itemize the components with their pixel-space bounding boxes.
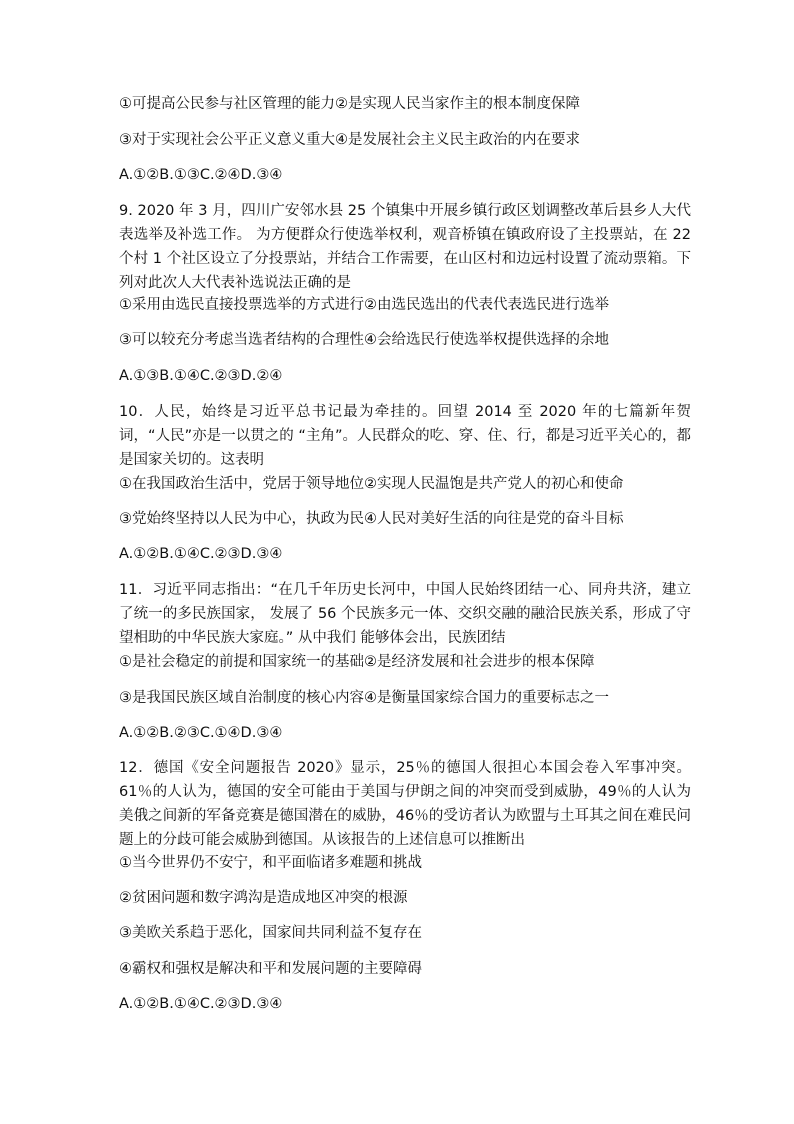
- q12-option-2: ②贫困问题和数字鸿沟是造成地区冲突的根源: [119, 890, 408, 906]
- q12-option-4: ④霸权和强权是解决和平和发展问题的主要障碍: [119, 961, 422, 977]
- q12-option-1: ①当今世界仍不安宁，和平面临诸多难题和挑战: [119, 855, 422, 871]
- q8-options-1-2: ①可提高公民参与社区管理的能力②是实现人民当家作主的根本制度保障: [119, 96, 580, 112]
- q8-options-3-4: ③对于实现社会公平正义意义重大④是发展社会主义民主政治的内在要求: [119, 132, 580, 148]
- q9-stem: 9. 2020 年 3 月，四川广安邻水县 25 个镇集中开展乡镇行政区划调整改革后县乡人大代表选举及补选工作。 为方便群众行使选举权利，观音桥镇在镇政府设了主投票站，在 22 个村 1 个社区设立了分投票站，并结合工作需要，在山区村和边远村设置了流动票箱。下列对此次人大代表补选说法正确的是: [119, 203, 691, 291]
- q12-stem: 12．德国《安全问题报告 2020》显示，25％的德国人很担心本国会卷入军事冲突。61％的人认为，德国的安全可能由于美国与伊朗之间的冲突而受到威胁，49％的人认为美俄之间新的军备竞赛是德国潜在的威胁，46％的受访者认为欧盟与土耳其之间在难民问题上的分歧可能会威胁到德国。从该报告的上述信息可以推断出: [119, 760, 691, 848]
- q9-answer-choices: A.①③B.①④C.②③D.②④: [119, 368, 283, 384]
- q12-answer-choices: A.①②B.①④C.②③D.③④: [119, 996, 283, 1012]
- q10-answer-choices: A.①②B.①④C.②③D.③④: [119, 546, 283, 562]
- q9-options-1-2: ①采用由选民直接投票选举的方式进行②由选民选出的代表代表选民进行选举: [119, 297, 609, 313]
- q12-option-3: ③美欧关系趋于恶化，国家间共同利益不复存在: [119, 925, 422, 941]
- q9-options-3-4: ③可以较充分考虑当选者结构的合理性④会给选民行使选举权提供选择的余地: [119, 332, 609, 348]
- q10-options-1-2: ①在我国政治生活中，党居于领导地位②实现人民温饱是共产党人的初心和使命: [119, 476, 624, 492]
- q10-options-3-4: ③党始终坚持以人民为中心，执政为民④人民对美好生活的向往是党的奋斗目标: [119, 511, 624, 527]
- q11-answer-choices: A.①②B.②③C.①④D.③④: [119, 725, 283, 741]
- q11-options-1-2: ①是社会稳定的前提和国家统一的基础②是经济发展和社会进步的根本保障: [119, 654, 595, 670]
- q11-stem: 11．习近平同志指出：“在几千年历史长河中，中国人民始终团结一心、同舟共济，建立了统一的多民族国家， 发展了 56 个民族多元一体、交织交融的融洽民族关系，形成了守望相助的中华民族大家庭。” 从中我们 能够体会出，民族团结: [119, 582, 691, 646]
- q10-stem: 10．人民，始终是习近平总书记最为牵挂的。回望 2014 至 2020 年的七篇新年贺词，“人民”亦是一以贯之的 “主角”。人民群众的吃、穿、住、行，都是习近平关心的，都是国家关切的。这表明: [119, 404, 691, 468]
- q8-answer-choices: A.①②B.①③C.②④D.③④: [119, 167, 283, 183]
- q11-options-3-4: ③是我国民族区域自治制度的核心内容④是衡量国家综合国力的重要标志之一: [119, 690, 609, 706]
